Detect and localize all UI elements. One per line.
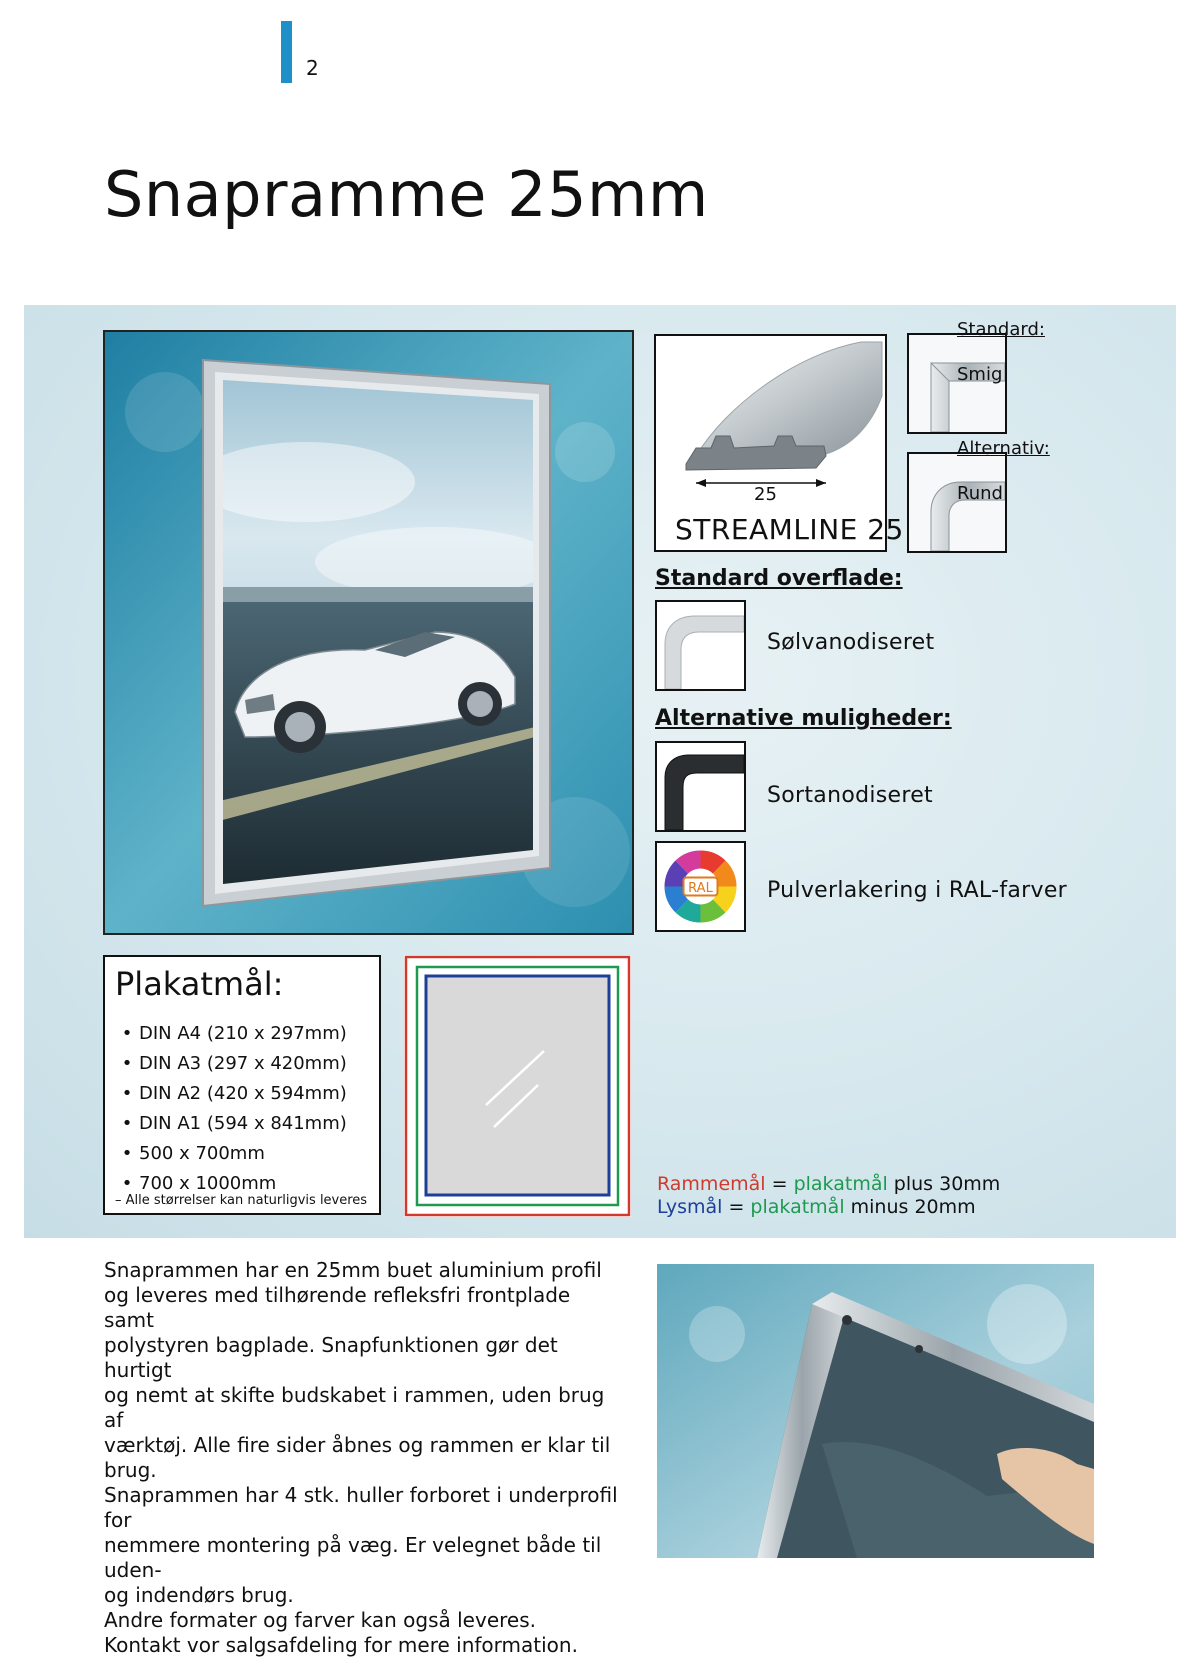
poster-size-item: • 700 x 1000mm: [121, 1173, 277, 1194]
corner-standard-label: Smig: [957, 364, 1003, 385]
poster-size-item: • 500 x 700mm: [121, 1143, 265, 1164]
corner-standard-heading: Standard:: [957, 319, 1045, 340]
black-finish-swatch: [655, 741, 746, 832]
poster-size-item: • DIN A3 (297 x 420mm): [121, 1053, 347, 1074]
poster-size-item: • DIN A2 (420 x 594mm): [121, 1083, 347, 1104]
ral-color-swatch: [655, 841, 746, 932]
poster-sizes-box: [103, 955, 381, 1215]
poster-sizes-list: [115, 1019, 347, 1199]
snap-frame-detail-photo: [657, 1264, 1094, 1558]
corner-alternative-label: Rund: [957, 483, 1003, 504]
black-finish-label: Sortanodiseret: [767, 783, 933, 808]
product-description: Snaprammen har en 25mm buet aluminium profil og leveres med tilhørende refleksfri frontplade samt polystyren bagplade. Snapfunktionen gør det hurtigt og nemt at skifte budskabet i rammen, uden brug af værktøj. Alle fire sider åbnes og rammen er klar til brug. Snaprammen har 4 stk. huller forboret i underprofil for nemmere montering på væg. Er velegnet både til uden- og indendørs brug. Andre formater og farver kan også leveres. Kontakt vor salgsafdeling for mere information.: [104, 1258, 618, 1657]
poster-size-item: • DIN A1 (594 x 841mm): [121, 1113, 347, 1134]
profile-name: STREAMLINE 25: [675, 513, 904, 546]
hero-poster-image: [103, 330, 634, 935]
page-number-bar: [281, 21, 292, 83]
poster-sizes-heading: Plakatmål:: [115, 965, 284, 1003]
standard-finish-heading: Standard overflade:: [655, 566, 903, 591]
page-title: Snapramme 25mm: [104, 158, 709, 231]
silver-finish-label: Sølvanodiseret: [767, 630, 935, 655]
poster-sizes-note: – Alle størrelser kan naturligvis leveres: [115, 1193, 368, 1208]
ral-finish-label: Pulverlakering i RAL-farver: [767, 878, 1068, 903]
measure-formula: [657, 1173, 1000, 1219]
ral-badge-text: RAL: [688, 881, 713, 896]
frame-measure-diagram: [404, 955, 631, 1217]
profile-dimension-label: 25: [754, 484, 777, 505]
silver-finish-swatch: [655, 600, 746, 691]
formula-frame-line: Rammemål = plakatmål plus 30mm: [657, 1173, 1001, 1195]
page-number: 2: [306, 56, 319, 80]
alternative-finish-heading: Alternative muligheder:: [655, 706, 952, 731]
poster-size-item: • DIN A4 (210 x 297mm): [121, 1023, 347, 1044]
formula-light-line: Lysmål = plakatmål minus 20mm: [657, 1196, 976, 1218]
corner-alternative-heading: Alternativ:: [957, 438, 1050, 459]
